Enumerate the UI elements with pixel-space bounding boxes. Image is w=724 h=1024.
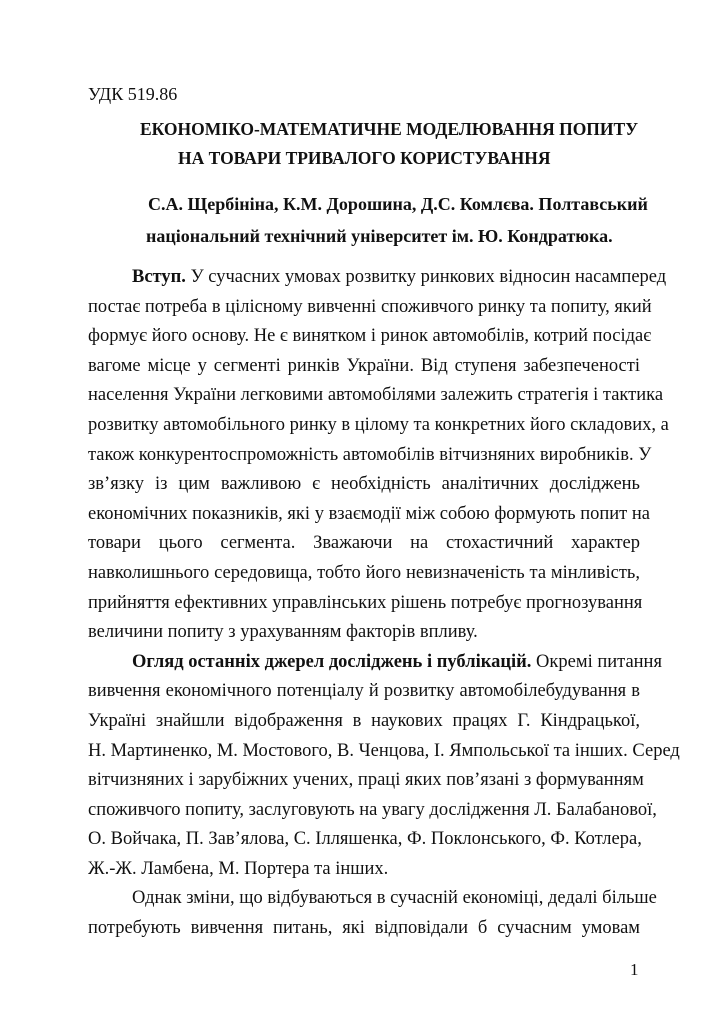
text-line — [88, 648, 662, 678]
text-line: Ж.-Ж. Ламбена, М. Портера та інших. — [88, 858, 389, 879]
text-line: вагоме місце у сегменті ринків України. Від ступеня забезпеченості — [88, 355, 640, 376]
text-line: населення України легковими автомобілями залежить стратегія і тактика — [88, 385, 664, 406]
text-line: також конкурентоспроможність автомобілів вітчизняних виробників. У — [88, 444, 652, 465]
text-line: прийняття ефективних управлінських рішень потребує прогнозування — [88, 592, 643, 613]
text-line: О. Войчака, П. Зав’ялова, С. Ілляшенка, Ф. Поклонського, Ф. Котлера, — [88, 829, 642, 850]
text-line — [88, 263, 667, 293]
text-line: зв’язку із цим важливою є необхідність аналітичних досліджень — [88, 474, 640, 495]
authors-line-2: національний технічний університет ім. Ю. Кондратюка. — [146, 226, 613, 246]
section-heading: Огляд останніх джерел досліджень і публікацій. — [132, 651, 532, 672]
text-line: Однак зміни, що відбуваються в сучасній економіці, дедалі більше — [132, 888, 657, 909]
text-line: розвитку автомобільного ринку в цілому та конкретних його складових, а — [88, 414, 669, 435]
text-line: економічних показників, які у взаємодії між собою формують попит на — [88, 503, 650, 524]
text-line: вивчення економічного потенціалу й розвитку автомобілебудування в — [88, 681, 640, 702]
text-line: товари цього сегмента. Зважаючи на стохастичний характер — [88, 533, 640, 554]
text-line: формує його основу. Не є винятком і ринок автомобілів, котрий посідає — [88, 326, 652, 347]
text-line: Україні знайшли відображення в наукових працях Г. Кіндрацької, — [88, 710, 640, 731]
text-line: Н. Мартиненко, М. Мостового, В. Ченцова, І. Ямпольської та інших. Серед — [88, 740, 680, 761]
text-line: вітчизняних і зарубіжних учених, праці яких пов’язані з формуванням — [88, 770, 644, 791]
page-number: 1 — [630, 960, 639, 979]
article-body — [88, 263, 680, 944]
text-line: постає потреба в цілісному вивченні споживчого ринку та попиту, який — [88, 296, 652, 317]
paragraph-however — [88, 884, 657, 943]
article-title-line-1: ЕКОНОМІКО-МАТЕМАТИЧНЕ МОДЕЛЮВАННЯ ПОПИТУ — [140, 119, 639, 139]
paragraph-literature-review — [88, 648, 680, 885]
text-line: величини попиту з урахуванням факторів впливу. — [88, 622, 478, 643]
paragraph-introduction — [88, 263, 669, 648]
text-span: У сучасних умовах розвитку ринкових відносин насамперед — [185, 267, 667, 287]
authors-line-1: С.А. Щербініна, К.М. Дорошина, Д.С. Комлєва. Полтавський — [148, 194, 648, 214]
text-line: навколишнього середовища, тобто його невизначеність та мінливість, — [88, 562, 640, 583]
text-span: Окремі питання — [531, 651, 662, 672]
section-heading: Вступ. — [132, 267, 186, 287]
udc-code: УДК 519.86 — [88, 84, 178, 104]
text-line: потребують вивчення питань, які відповідали б сучасним умовам — [88, 918, 640, 939]
text-line: споживчого попиту, заслуговують на увагу дослідження Л. Балабанової, — [88, 799, 657, 820]
article-title-line-2: НА ТОВАРИ ТРИВАЛОГО КОРИСТУВАННЯ — [178, 148, 551, 168]
